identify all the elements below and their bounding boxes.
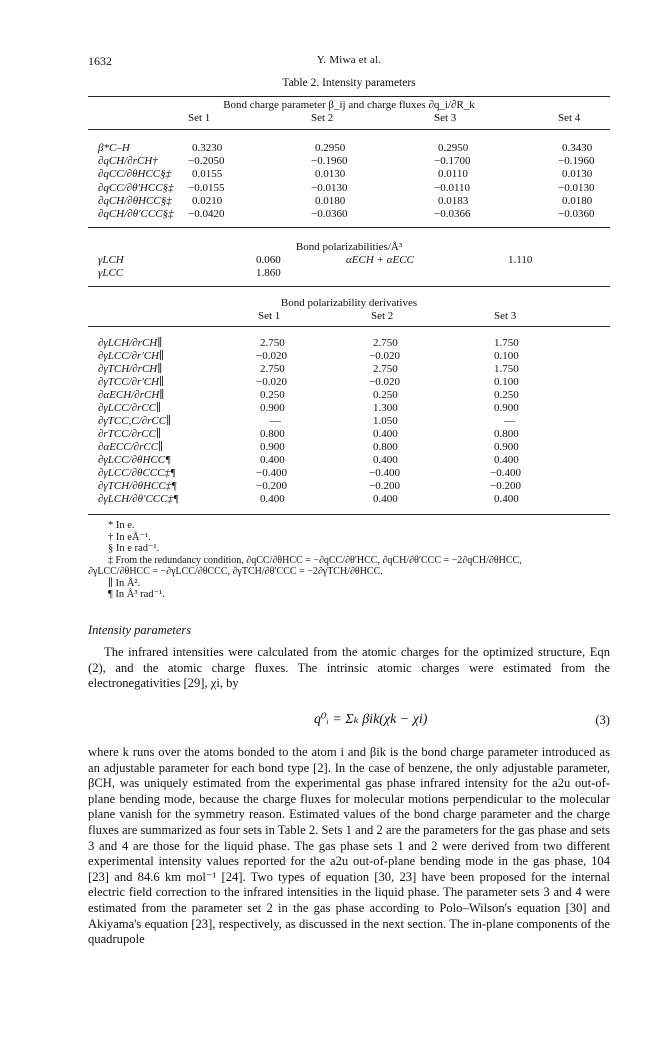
cell: 0.800 [373, 441, 398, 453]
table-row [88, 363, 610, 376]
cell: 0.400 [494, 454, 519, 466]
table-row [88, 415, 610, 428]
body-paragraph [88, 645, 610, 692]
cell: −0.2050 [188, 155, 225, 168]
table-row [88, 493, 610, 506]
set-header-row [88, 112, 610, 125]
param-label: ∂qCH/∂θ′CCC§‡ [98, 207, 174, 220]
footnote: ¶ In Å³ rad⁻¹. [108, 589, 165, 600]
equation [88, 705, 610, 739]
param-label: γLCC [98, 267, 124, 280]
cell: 2.750 [373, 363, 398, 375]
set-header: Set 4 [558, 112, 581, 125]
table-row [88, 402, 610, 415]
paragraph-text: The infrared intensities were calculated from the atomic charges for the optimized structure, Eqn (2), and the atomic charge fluxes. The intrinsic atomic charges were estimated from the electronegativities [29], χi, by [88, 645, 610, 691]
table-row [88, 337, 610, 350]
table-title: Table 2. Intensity parameters [282, 77, 416, 89]
table-section-derivatives [88, 297, 610, 323]
cell: −0.400 [490, 467, 521, 479]
cell: 1.110 [508, 254, 533, 267]
set-header: Set 3 [494, 310, 517, 323]
param-label: ∂γLCC/∂r′CH∥ [98, 350, 165, 362]
cell: 0.100 [494, 376, 519, 388]
cell: 0.3230 [192, 142, 223, 154]
section-heading: Bond polarizabilities/Å³ [295, 241, 403, 253]
table-row [88, 389, 610, 402]
cell: −0.1960 [558, 155, 595, 168]
param-label: ∂qCH/∂rCH† [98, 155, 158, 168]
table-row [88, 142, 610, 155]
table-row [88, 195, 610, 208]
footnote: ∂γLCC/∂θHCC = −∂γLCC/∂θCCC, ∂γTCH/∂θ′CCC = −2∂γTCH/∂θHCC. [88, 566, 383, 577]
table-footnotes [88, 520, 610, 601]
cell: 0.0180 [315, 194, 346, 207]
param-label: ∂γTCC,C/∂rCC∥ [98, 415, 172, 427]
section-rule [88, 286, 610, 287]
footnote: § In e rad⁻¹. [108, 543, 160, 554]
param-label: ∂γLCC/∂θCCC‡¶ [98, 467, 176, 479]
cell: 1.750 [494, 363, 519, 375]
cell: −0.1700 [434, 155, 471, 168]
cell: 0.400 [494, 493, 519, 505]
cell: 0.400 [260, 454, 285, 466]
cell: 0.2950 [315, 142, 346, 154]
param-label: γLCH [98, 254, 124, 267]
cell: 0.900 [494, 402, 519, 414]
cell: −0.0360 [558, 207, 595, 220]
cell: 0.800 [260, 428, 285, 440]
table-row [88, 208, 610, 221]
cell: −0.020 [369, 376, 400, 388]
set-header: Set 2 [311, 112, 334, 125]
table-top-rule [88, 96, 610, 97]
cell: 0.0130 [562, 168, 593, 181]
table-row [88, 267, 610, 280]
equation-formula: q⁰ᵢ = Σₖ βik(χk − χi) [314, 712, 428, 727]
set-header: Set 2 [371, 310, 394, 323]
derivatives-body [88, 337, 610, 506]
section-rule [88, 227, 610, 228]
cell: 0.2950 [438, 142, 469, 154]
cell: 0.0183 [438, 194, 469, 207]
set-header: Set 1 [258, 310, 281, 323]
param-label: ∂γTCH/∂θHCC‡¶ [98, 480, 177, 492]
cell: 0.100 [494, 350, 519, 362]
cell: 0.400 [373, 493, 398, 505]
cell: 0.0180 [562, 194, 593, 207]
cell: 2.750 [260, 337, 285, 349]
table-row [88, 428, 610, 441]
param-label: αECH + αECC [346, 254, 414, 267]
section-heading: Bond charge parameter β_ij and charge fluxes ∂q_i/∂R_k [223, 99, 475, 111]
cell: −0.200 [490, 480, 521, 492]
param-label: ∂γTCH/∂rCH∥ [98, 363, 163, 375]
cell: 0.250 [494, 389, 519, 401]
cell: 1.050 [373, 415, 398, 427]
table-row [88, 168, 610, 181]
cell: 0.0110 [438, 168, 468, 181]
table-row [88, 155, 610, 168]
table-row [88, 480, 610, 493]
table-row [88, 350, 610, 363]
footnote: * In e. [108, 520, 135, 531]
cell: — [270, 415, 281, 427]
cell: −0.020 [369, 350, 400, 362]
table-row [88, 441, 610, 454]
cell: 0.900 [260, 402, 285, 414]
cell: 1.750 [494, 337, 519, 349]
cell: −0.0110 [434, 181, 471, 194]
param-label: ∂γTCC/∂r′CH∥ [98, 376, 165, 388]
cell: −0.200 [369, 480, 400, 492]
page-number: 1632 [88, 54, 112, 68]
charges-body [88, 142, 610, 221]
cell: 0.0155 [192, 168, 223, 181]
footnote: † In eÅ⁻¹. [108, 531, 151, 543]
param-label: ∂qCH/∂θHCC§‡ [98, 194, 172, 207]
table-row [88, 376, 610, 389]
cell: −0.0155 [188, 181, 225, 194]
cell: 0.250 [260, 389, 285, 401]
cell: 2.750 [260, 363, 285, 375]
cell: — [504, 415, 515, 427]
paragraph-text: where k runs over the atoms bonded to the atom i and βik is the bond charge parameter introduced as an adjustable parameter for each bond type [2]. In the case of benzene, the only adjustable parameter, βCH, was uniquely estimated from the experimental gas phase infrared intensity for the a2u out-of-plane bending mode, because the charge fluxes for molecular motions perpendicular to the molecular plane vanish for the symmetry reason. Estimated values of the bond charge parameter and the charge fluxes are summarized as four sets in Table 2. Sets 1 and 2 are the parameters for the gas phase and sets 3 and 4 are those for the liquid phase. The gas phase sets 1 and 2 were derived from two different experimental intensity values reported for the a2u out-of-plane bending mode in the gas phase, 104 [23] and 84.6 km mol⁻¹ [24]. Two types of equation [30, 23] have been proposed for the internal electric field correction to the infrared intensities in the liquid phase. The parameter sets 3 and 4 were estimated from the parameter set 2 in the gas phase according to Polo–Wilson's equation [30] and Akiyama's equation [23], respectively, as discussed in the next section. The in-plane components of the quadrupole [88, 745, 610, 947]
cell: −0.1960 [311, 155, 348, 168]
table-section-charges [88, 99, 610, 125]
table-row [88, 454, 610, 467]
param-label: β*C–H [98, 142, 130, 154]
cell: 2.750 [373, 337, 398, 349]
table-row [88, 182, 610, 195]
running-authors: Y. Miwa et al. [316, 54, 382, 66]
param-label: ∂qCC/∂θHCC§‡ [98, 168, 172, 181]
section-heading: Bond polarizability derivatives [280, 297, 418, 309]
cell: 0.400 [373, 428, 398, 440]
cell: 0.3430 [562, 142, 593, 154]
table-section-polarizabilities [88, 241, 610, 281]
table-row [88, 467, 610, 480]
param-label: ∂γLCH/∂rCH∥ [98, 337, 163, 349]
cell: 0.250 [373, 389, 398, 401]
cell: −0.0366 [434, 207, 471, 220]
cell: −0.0130 [558, 181, 595, 194]
header-rule [88, 129, 610, 130]
cell: −0.400 [369, 467, 400, 479]
cell: 0.400 [373, 454, 398, 466]
param-label: ∂γLCC/∂θHCC¶ [98, 454, 171, 466]
cell: 0.900 [260, 441, 285, 453]
footnote: ‡ From the redundancy condition, ∂qCC/∂θHCC = −∂qCC/∂θ′HCC, ∂qCH/∂θ′CCC = −2∂qCH/∂θHCC, [108, 554, 522, 566]
cell: 0.0130 [315, 168, 346, 181]
set-header-row [88, 310, 610, 323]
cell: −0.0360 [311, 207, 348, 220]
cell: 0.060 [256, 254, 281, 267]
param-label: ∂αECH/∂rCH∥ [98, 389, 165, 401]
cell: −0.400 [256, 467, 287, 479]
set-header: Set 3 [434, 112, 457, 125]
header-rule [88, 326, 610, 327]
section-title: Intensity parameters [88, 623, 192, 637]
cell: 0.0210 [192, 194, 223, 207]
cell: −0.200 [256, 480, 287, 492]
cell: −0.020 [256, 350, 287, 362]
cell: 0.800 [494, 428, 519, 440]
cell: 1.860 [256, 267, 281, 280]
param-label: ∂γLCH/∂θ′CCC‡¶ [98, 493, 179, 505]
cell: −0.020 [256, 376, 287, 388]
param-label: ∂rTCC/∂rCC∥ [98, 428, 162, 440]
param-label: ∂αECC/∂rCC∥ [98, 441, 164, 453]
equation-number: (3) [595, 713, 610, 727]
cell: 0.400 [260, 493, 285, 505]
param-label: ∂γLCC/∂rCC∥ [98, 402, 162, 414]
cell: −0.0420 [188, 207, 225, 220]
body-paragraph [88, 745, 610, 948]
cell: 1.300 [373, 402, 398, 414]
param-label: ∂qCC/∂θ′HCC§‡ [98, 181, 174, 194]
set-header: Set 1 [188, 112, 211, 125]
table-bottom-rule [88, 514, 610, 515]
footnote: ∥ In Å². [108, 577, 141, 589]
cell: −0.0130 [311, 181, 348, 194]
table-row [88, 254, 610, 267]
cell: 0.900 [494, 441, 519, 453]
